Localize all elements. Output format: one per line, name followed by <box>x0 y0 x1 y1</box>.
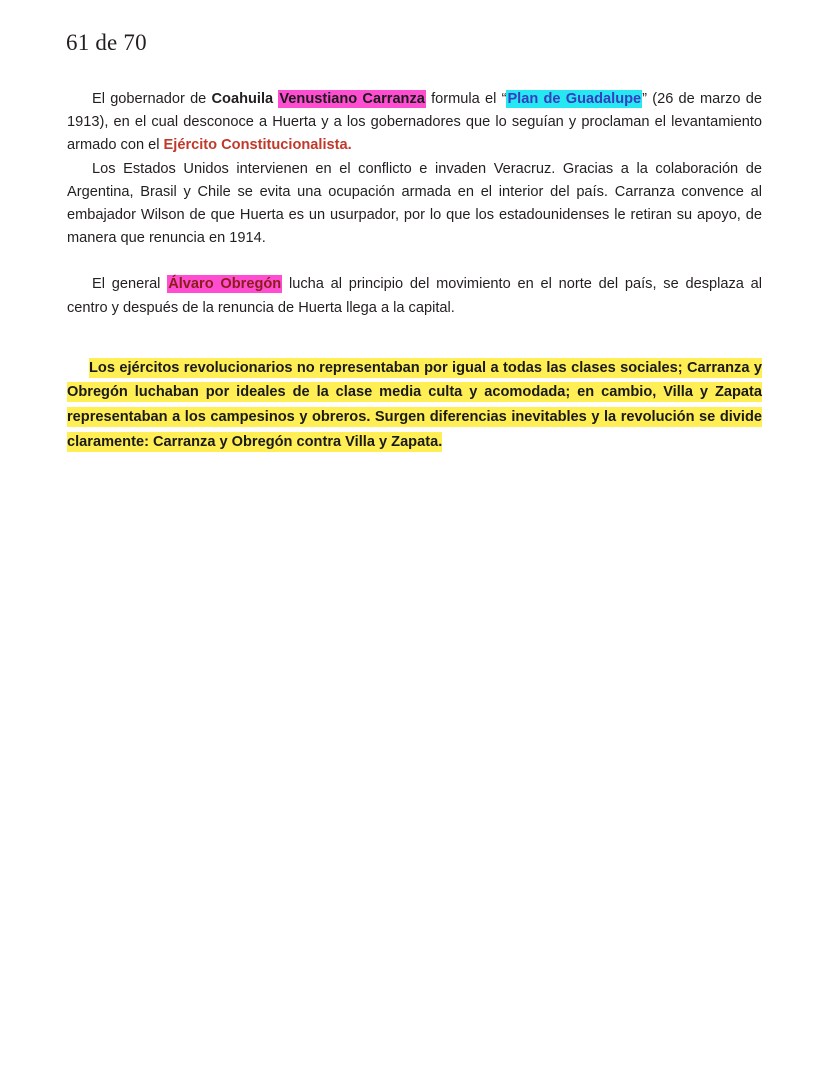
document-body <box>67 88 762 454</box>
emphasis-ejercito-constitucionalista: Ejército Constitucionalista. <box>163 137 352 154</box>
highlight-conclusion-text: Los ejércitos revolucionarios no representaban por igual a todas las clases sociales; Carranza y Obregón luchaban por ideales de la clase media culta y acomodada; en cambio, Villa y Zapata representaban a los campesinos y obreros. Surgen diferencias inevitables y la revolución se divide claramente: Carranza y Obregón contra Villa y Zapata. <box>67 359 762 450</box>
p3-text-before-obregon: El general <box>92 276 168 293</box>
paragraph-1 <box>67 88 762 158</box>
paragraph-2: Los Estados Unidos intervienen en el conflicto e invaden Veracruz. Gracias a la colaboración de Argentina, Brasil y Chile se evita una ocupación armada en el interior del país. Carranza convence al embajador Wilson de que Huerta es un usurpador, por lo que los estadounidenses le retiran su apoyo, de manera que renuncia en 1914. <box>67 160 762 247</box>
highlight-venustiano-carranza: Venustiano Carranza <box>279 91 425 107</box>
paragraph-spacer-1 <box>67 250 762 273</box>
p3-text-after-obregon: lucha al principio del movimiento en el norte del país, se desplaza al centro y después de la renuncia de Huerta llega a la capital. <box>67 276 762 316</box>
p1-bold-coahuila: Coahuila <box>211 91 274 107</box>
p1-text-formula: formula el “ <box>425 91 507 107</box>
p1-text-after-plan: ” (26 de marzo de 1913), en el cual desconoce a Huerta y a los gobernadores que lo seguían y proclaman el levantamiento armado con el <box>67 91 762 154</box>
page-number-header: 61 de 70 <box>66 30 147 55</box>
paragraph-4-highlighted <box>67 356 762 454</box>
highlight-alvaro-obregon: Álvaro Obregón <box>168 276 282 293</box>
p1-text-before-coahuila: El gobernador de <box>92 91 212 107</box>
paragraph-spacer-2 <box>67 320 762 356</box>
highlight-plan-de-guadalupe: Plan de Guadalupe <box>507 91 642 107</box>
paragraph-3 <box>67 273 762 319</box>
